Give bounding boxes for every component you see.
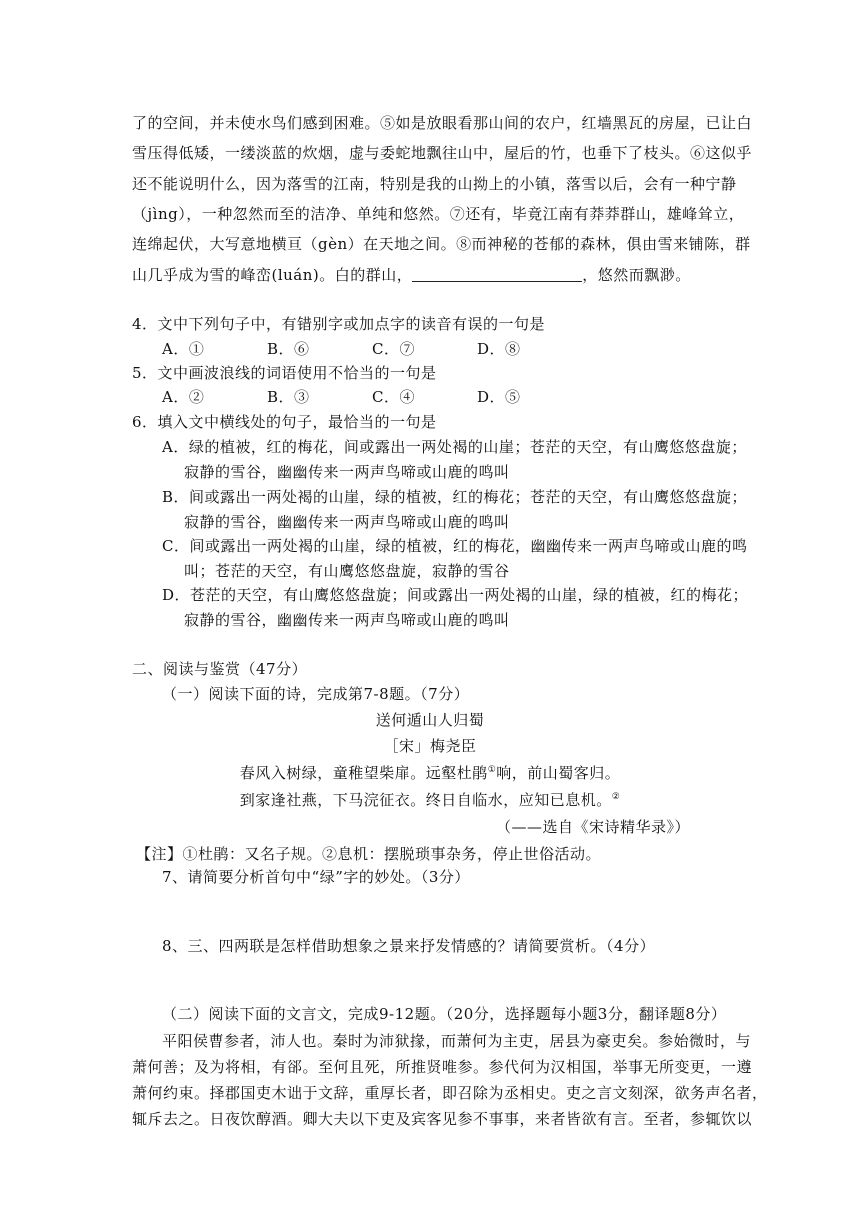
question-7: 7、请简要分析首句中“绿”字的妙处。（3分） bbox=[162, 868, 470, 886]
question-4-stem: 4．文中下列句子中，有错别字或加点字的读音有误的一句是 bbox=[132, 315, 546, 333]
poem-title: 送何遁山人归蜀 bbox=[375, 711, 485, 729]
footnote-mark: ② bbox=[611, 792, 621, 802]
option-c: C．④ bbox=[372, 388, 415, 406]
option-a: A．① bbox=[162, 340, 205, 358]
question-5-options bbox=[162, 386, 582, 407]
passage-line: 雪压得低矮，一缕淡蓝的炊烟，虚与委蛇地飘往山中，屋后的竹，也垂下了枝头。⑥这似乎 bbox=[132, 144, 753, 162]
passage-line: 连绵起伏，大写意地横亘（gèn）在天地之间。⑧而神秘的苍郁的森林，俱由雪来铺陈，群 bbox=[132, 235, 751, 253]
passage-line: 了的空间，并未使水鸟们感到困难。⑤如是放眼看那山间的农户，红墙黑瓦的房屋，已让白 bbox=[132, 114, 753, 132]
option-d: D．⑧ bbox=[477, 340, 521, 358]
option-a-line: 寂静的雪谷，幽幽传来一两声鸟啼或山鹿的鸣叫 bbox=[184, 463, 510, 481]
poem-line bbox=[0, 789, 860, 810]
passage-text: 山几乎成为雪的峰峦(luán)。白的群山， bbox=[132, 266, 413, 284]
question-6-stem: 6．填入文中横线处的句子，最恰当的一句是 bbox=[132, 413, 437, 431]
question-5-stem: 5．文中画波浪线的词语使用不恰当的一句是 bbox=[132, 364, 437, 382]
option-c: C．⑦ bbox=[372, 340, 415, 358]
passage-line-with-blank bbox=[132, 264, 691, 285]
section-heading: 二、阅读与鉴赏（47分） bbox=[132, 660, 308, 678]
option-d: D．⑤ bbox=[477, 388, 521, 406]
footnote-mark: ① bbox=[487, 765, 497, 775]
option-b-line: B．间或露出一两处褐的山崖，绿的植被，红的梅花；苍茫的天空，有山鹰悠悠盘旋； bbox=[162, 488, 748, 506]
subsection-heading: （二）阅读下面的文言文，完成9-12题。（20分，选择题每小题3分，翻译题8分） bbox=[162, 1005, 727, 1023]
option-c-line: 叫；苍茫的天空，有山鹰悠悠盘旋，寂静的雪谷 bbox=[184, 562, 510, 580]
fill-in-blank bbox=[412, 267, 582, 282]
poem-text: 到家逢社燕，下马浣征衣。终日自临水，应知已息机。 bbox=[239, 791, 612, 809]
option-b-line: 寂静的雪谷，幽幽传来一两声鸟啼或山鹿的鸣叫 bbox=[184, 513, 510, 531]
poem-author: ［宋」梅尧臣 bbox=[383, 737, 477, 755]
option-d-line: 寂静的雪谷，幽幽传来一两声鸟啼或山鹿的鸣叫 bbox=[184, 611, 510, 629]
poem-text: 春风入树绿，童稚望柴扉。远壑杜鹃 bbox=[239, 764, 488, 782]
classical-text-line: 萧何约束。择郡国吏木诎于文辞，重厚长者，即召除为丞相史。吏之言文刻深，欲务声名者， bbox=[132, 1084, 768, 1102]
poem-source: （——选自《宋诗精华录》） bbox=[495, 818, 690, 836]
poem-text: 响，前山蜀客归。 bbox=[496, 764, 621, 782]
question-4-options bbox=[162, 338, 582, 359]
classical-text-line: 萧何善；及为将相，有郤。至何且死，所推贤唯参。参代何为汉相国，举事无所变更，一遵 bbox=[132, 1058, 753, 1076]
subsection-heading: （一）阅读下面的诗，完成第7-8题。（7分） bbox=[162, 685, 470, 703]
poem-line bbox=[0, 762, 860, 783]
poem-note: 【注】①杜鹃：又名子规。②息机：摆脱琐事杂务，停止世俗活动。 bbox=[136, 845, 602, 863]
option-b: B．⑥ bbox=[267, 340, 310, 358]
option-b: B．③ bbox=[267, 388, 310, 406]
option-a-line: A．绿的植被，红的梅花，间或露出一两处褐的山崖；苍茫的天空，有山鹰悠悠盘旋； bbox=[162, 438, 747, 456]
passage-text: ，悠然而飘渺。 bbox=[582, 266, 691, 284]
passage-line: （jìng），一种忽然而至的洁净、单纯和悠然。⑦还有，毕竟江南有莽莽群山，雄峰耸立， bbox=[132, 205, 745, 223]
classical-text-line: 平阳侯曹参者，沛人也。秦时为沛狱掾，而萧何为主吏，居县为豪吏矣。参始微时，与 bbox=[162, 1032, 752, 1050]
classical-text-line: 辄斥去之。日夜饮醇酒。卿大夫以下吏及宾客见参不事事，来者皆欲有言。至者，参辄饮以 bbox=[132, 1110, 753, 1128]
passage-line: 还不能说明什么，因为落雪的江南，特别是我的山拗上的小镇，落雪以后，会有一种宁静 bbox=[132, 175, 737, 193]
option-d-line: D．苍茫的天空，有山鹰悠悠盘旋；间或露出一两处褐的山崖，绿的植被，红的梅花； bbox=[162, 586, 749, 604]
question-8: 8、三、四两联是怎样借助想象之景来抒发情感的？请简要赏析。（4分） bbox=[162, 937, 656, 955]
option-c-line: C．间或露出一两处褐的山崖，绿的植被，红的梅花，幽幽传来一两声鸟啼或山鹿的鸣 bbox=[162, 537, 748, 555]
option-a: A．② bbox=[162, 388, 205, 406]
